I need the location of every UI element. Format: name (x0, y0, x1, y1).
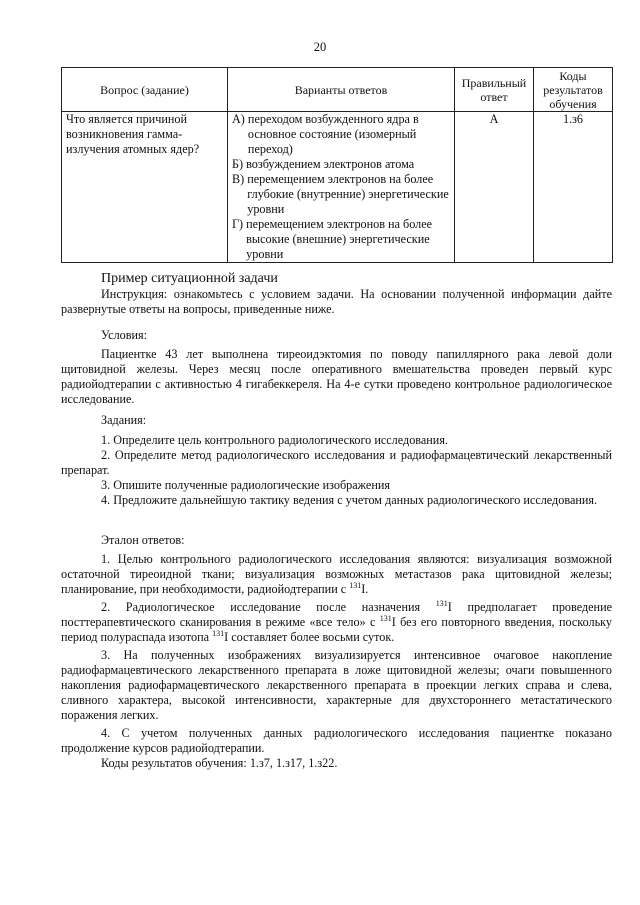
option-letter: А) (232, 112, 248, 126)
section-title: Пример ситуационной задачи (101, 271, 278, 286)
answer-3: 3. На полученных изображениях визуализируется интенсивное очаговое накопление радиофармацевтического лекарственного препарата в ложе щитовидной железы; очаги повышенного накопления радиофармацевтического лекарственного препарата в проекции легких справа и слева, сливного характера, высокой интенсивности, характерные для двухстороннего метастатического поражения легких. (61, 648, 612, 722)
conditions-text: Пациентке 43 лет выполнена тиреоидэктомия по поводу папиллярного рака левой доли щитовидной железы. Через месяц после оперативного вмешательства проведен первый курс радиойодтерапии с активностью 4 гигабеккереля. На 4-е сутки проведено контрольное радиологическое исследование. (61, 347, 612, 406)
list-item: 1. Определите цель контрольного радиологического исследования. (101, 433, 448, 447)
header-question: Вопрос (задание) (62, 68, 228, 112)
option-text: перемещением электронов на более глубокие (внутренние) энергетические уровни (247, 172, 449, 216)
learning-codes: Коды результатов обучения: 1.з7, 1.з17, 1.з22. (101, 756, 338, 770)
list-item: 3. Опишите полученные радиологические изображения (101, 478, 390, 492)
questions-table (61, 67, 613, 263)
answer-option-b (232, 157, 450, 172)
tasks-label: Задания: (101, 413, 147, 427)
answer-option-g (232, 217, 450, 262)
answer-2: 2. Радиологическое исследование после назначения $^{131}$I предполагает проведение посттерапевтического сканирования в режиме «все тело» с $^{131}$I без его повторного введения, поскольку период полураспада изотопа $^{131}$I составляет более восьми суток. (61, 599, 613, 644)
question-cell: Что является причиной возникновения гамма-излучения атомных ядер? (62, 112, 228, 263)
learning-code-cell: 1.з6 (534, 112, 613, 263)
option-text: возбуждением электронов атома (246, 157, 415, 171)
option-letter: Г) (232, 217, 247, 231)
page-number: 20 (313, 40, 327, 54)
table-header-row (62, 68, 613, 112)
list-item: 4. Предложите дальнейшую тактику ведения с учетом данных радиологического исследования. (101, 493, 598, 507)
answer-1: 1. Целью контрольного радиологического исследования являются: визуализация возможной остаточной тиреоидной ткани; визуализация возможных метастазов рака щитовидной железы; планирование, при необходимости, радиойодтерапии с $^{131}$I. (61, 552, 612, 596)
header-codes: Коды результатов обучения (534, 68, 613, 112)
conditions-label: Условия: (101, 328, 148, 342)
answers-label: Эталон ответов: (101, 533, 185, 547)
option-letter: Б) (232, 157, 247, 171)
answer-4: 4. С учетом полученных данных радиологического исследования пациентке показано продолжение курсов радиойодтерапии. (61, 726, 612, 755)
list-item: 2. Определите метод радиологического исследования и радиофармацевтический лекарственный препарат. (61, 448, 612, 477)
answer-option-v (232, 172, 450, 217)
situational-task-section (61, 270, 612, 317)
option-letter: В) (232, 172, 248, 186)
answer-option-a (232, 112, 450, 157)
table-row (62, 112, 613, 263)
header-options: Варианты ответов (228, 68, 455, 112)
correct-answer-cell: А (455, 112, 534, 263)
option-text: перемещением электронов на более высокие (внешние) энергетические уровни (246, 217, 433, 261)
option-text: переходом возбужденного ядра в основное состояние (изомерный переход) (247, 112, 419, 156)
answers-list (61, 552, 612, 771)
instruction-text: Инструкция: ознакомьтесь с условием задачи. На основании полученной информации дайте развернутые ответы на вопросы, приведенные ниже. (61, 287, 612, 316)
header-correct: Правильный ответ (455, 68, 534, 112)
tasks-list (61, 433, 612, 508)
options-cell (228, 112, 455, 263)
